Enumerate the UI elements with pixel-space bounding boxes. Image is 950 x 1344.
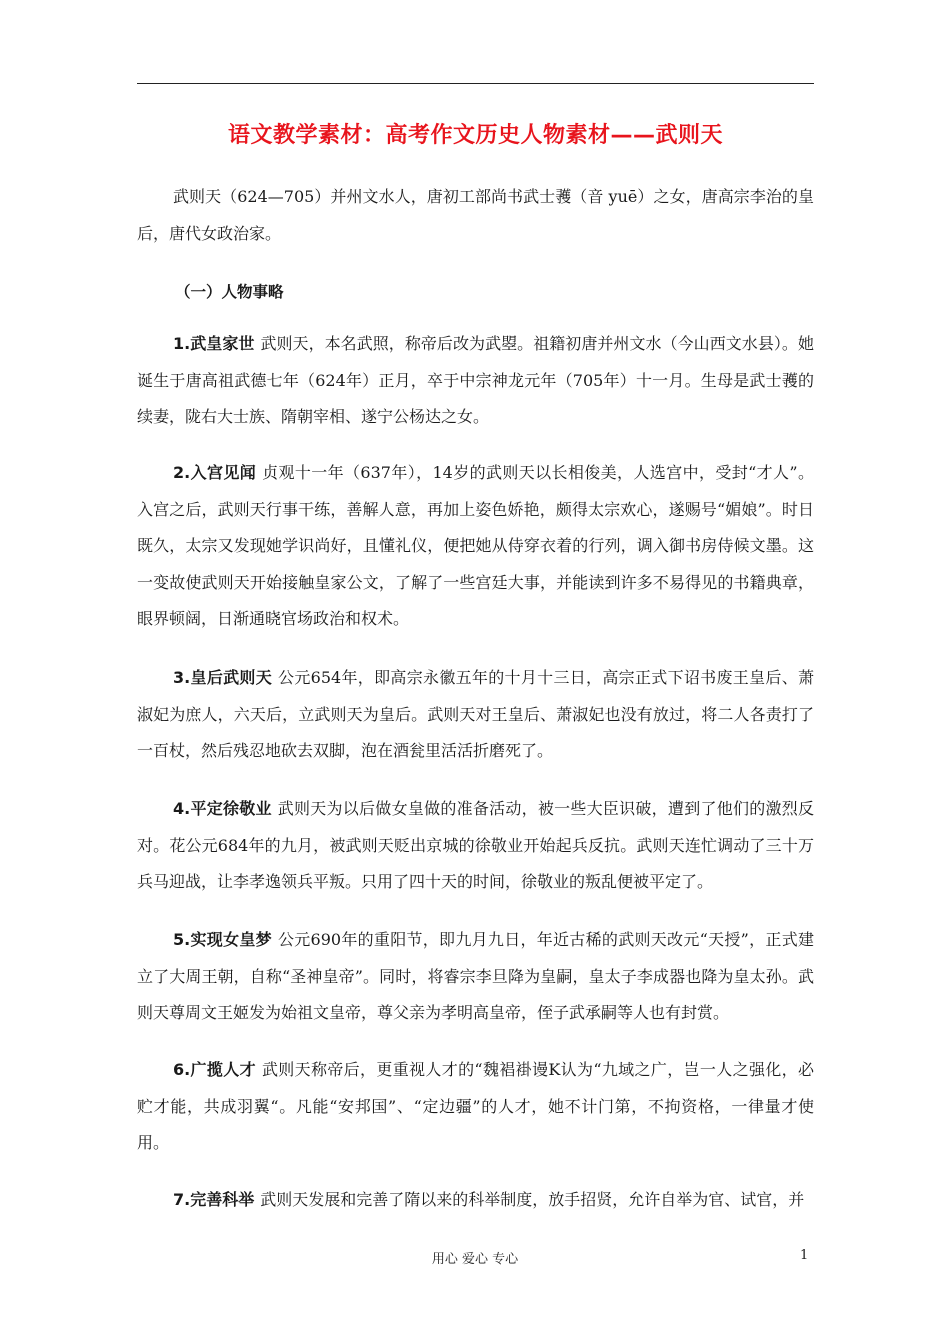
item-text-6: 武则天称帝后，更重视人才的“魏裮褂谩K认为“九域之广，岂一人之强化，必贮才能，共成羽翼“。凡能“安邦国”、“定边疆”的人才，她不计门第，不拘资格，一律量才使用。 xyxy=(137,1060,814,1152)
page-number: 1 xyxy=(800,1248,809,1263)
header-rule xyxy=(137,83,814,84)
section-heading: （一）人物事略 xyxy=(175,283,284,301)
item-paragraph-2 xyxy=(137,455,814,638)
item-paragraph-1 xyxy=(137,326,814,436)
item-lead-6: 6.广揽人才 xyxy=(173,1060,256,1079)
item-paragraph-7 xyxy=(137,1182,814,1219)
item-text-1: 武则天，本名武照，称帝后改为武曌。祖籍初唐并州文水（今山西文水县）。她诞生于唐高祖武德七年（624年）正月，卒于中宗神龙元年（705年）十一月。生母是武士彟的续妻，陇右大士族、隋朝宰相、遂宁公杨达之女。 xyxy=(137,334,814,426)
item-paragraph-4 xyxy=(137,791,814,901)
item-paragraph-3 xyxy=(137,660,814,770)
intro-paragraph: 武则天（624—705）并州文水人，唐初工部尚书武士彟（音 yuē）之女，唐高宗李治的皇后，唐代女政治家。 xyxy=(137,187,814,243)
item-lead-1: 1.武皇家世 xyxy=(173,334,255,353)
page-title: 语文教学素材：高考作文历史人物素材——武则天 xyxy=(227,123,723,148)
item-text-7: 武则天发展和完善了隋以来的科举制度，放手招贤，允许自举为官、试官，并 xyxy=(260,1190,805,1209)
item-text-4: 武则天为以后做女皇做的准备活动，被一些大臣识破，遭到了他们的激烈反对。花公元684年的九月，被武则天贬出京城的徐敬业开始起兵反抗。武则天连忙调动了三十万兵马迎战，让李孝逸领兵平叛。只用了四十天的时间，徐敬业的叛乱便被平定了。 xyxy=(137,799,814,891)
item-paragraph-6 xyxy=(137,1052,814,1162)
item-lead-5: 5.实现女皇梦 xyxy=(173,930,272,949)
item-text-2: 贞观十一年（637年），14岁的武则天以长相俊美，人选宫中，受封“才人”。入宫之后，武则天行事干练，善解人意，再加上姿色娇艳，颇得太宗欢心，遂赐号“媚娘”。时日既久，太宗又发现她学识尚好，且懂礼仪，便把她从侍穿衣着的行列，调入御书房侍候文墨。这一变故使武则天开始接触皇家公文，了解了一些宫廷大事，并能读到许多不易得见的书籍典章，眼界顿阔，日渐通晓官场政治和权术。 xyxy=(137,463,814,628)
footer-motto: 用心 爱心 专心 xyxy=(431,1252,519,1267)
item-paragraph-5 xyxy=(137,922,814,1032)
item-lead-3: 3.皇后武则天 xyxy=(173,668,273,687)
item-text-3: 公元654年，即高宗永徽五年的十月十三日，高宗正式下诏书废王皇后、萧淑妃为庶人，六天后，立武则天为皇后。武则天对王皇后、萧淑妃也没有放过，将二人各责打了一百杖，然后残忍地砍去双脚，泡在酒瓮里活活折磨死了。 xyxy=(137,668,814,760)
item-lead-2: 2.入宫见闻 xyxy=(173,463,257,482)
item-lead-7: 7.完善科举 xyxy=(173,1190,255,1209)
item-text-5: 公元690年的重阳节，即九月九日，年近古稀的武则天改元“天授”，正式建立了大周王朝，自称“圣神皇帝”。同时，将睿宗李旦降为皇嗣，皇太子李成器也降为皇太孙。武则天尊周文王姬发为始祖文皇帝，尊父亲为孝明高皇帝，侄子武承嗣等人也有封赏。 xyxy=(137,930,814,1022)
item-lead-4: 4.平定徐敬业 xyxy=(173,799,272,818)
